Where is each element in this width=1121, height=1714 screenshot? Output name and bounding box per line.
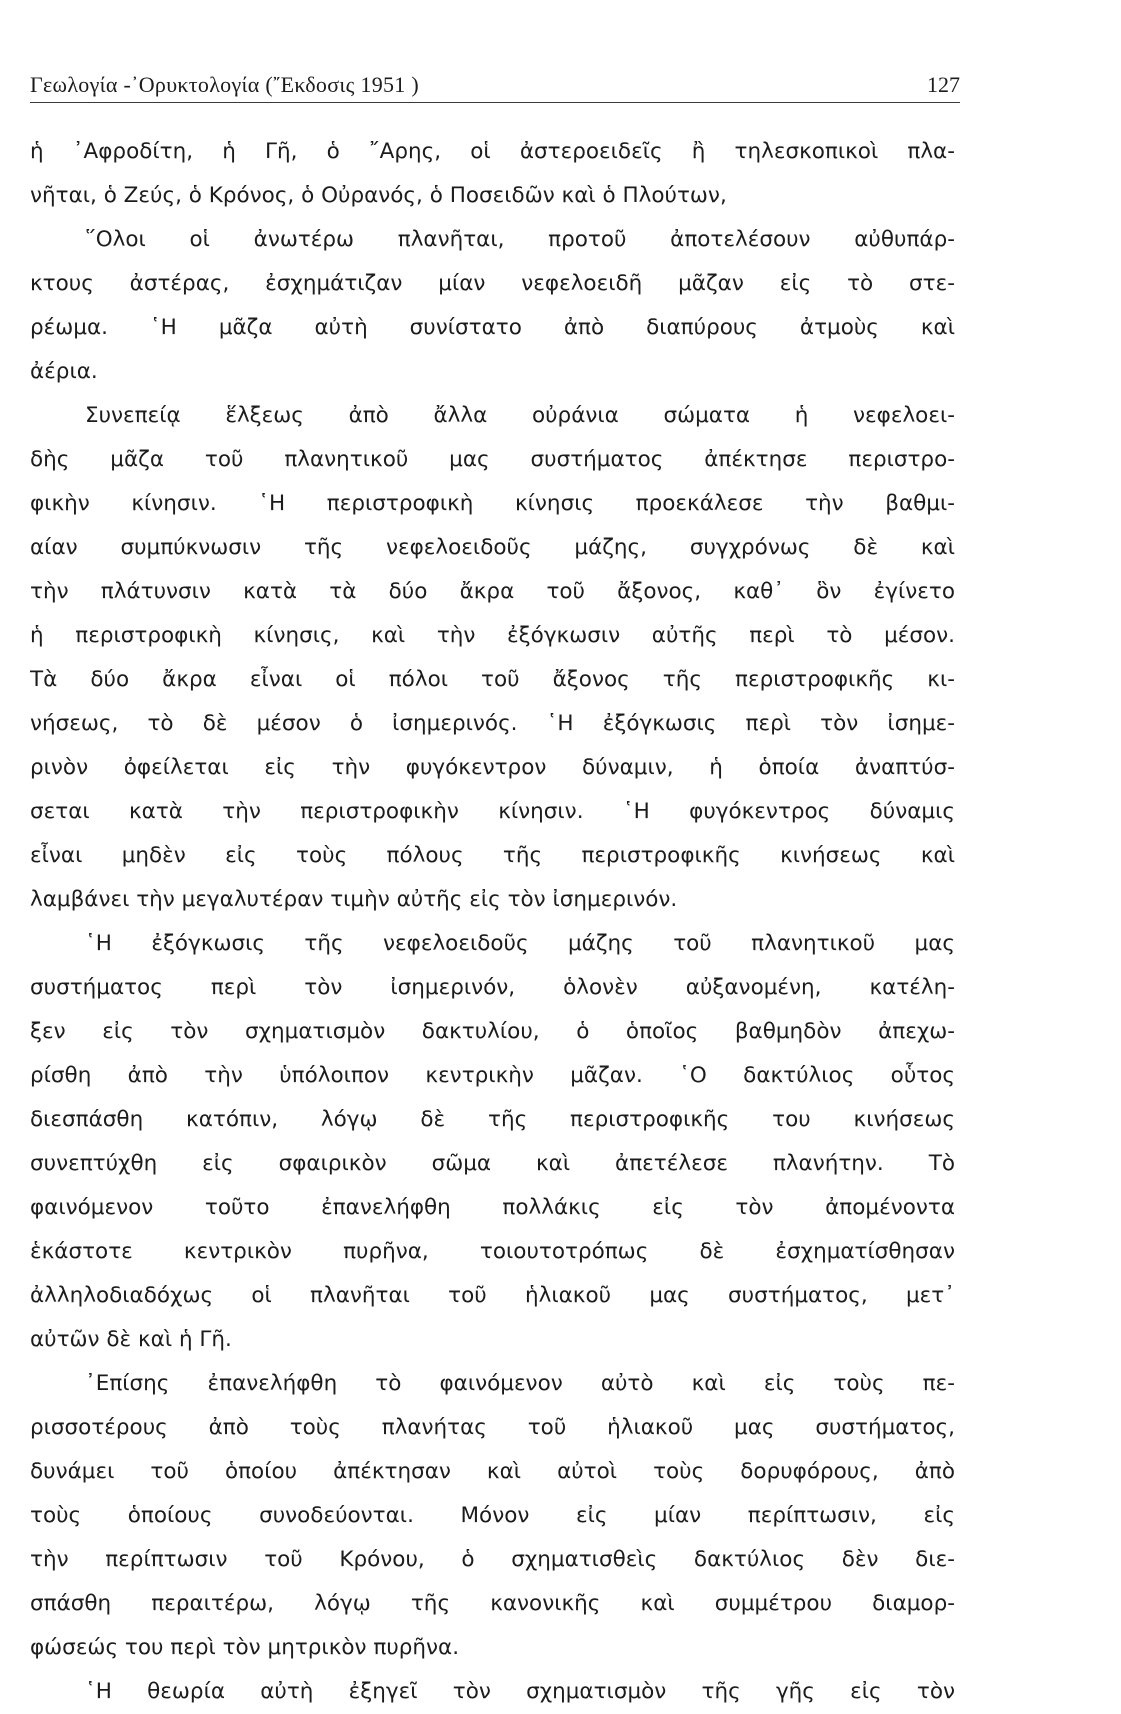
text-line: τοὺς ὁποίους συνοδεύονται. Μόνον εἰς μίαν περίπτωσιν, εἰς: [30, 1503, 955, 1528]
text-line: ρισσοτέρους ἀπὸ τοὺς πλανήτας τοῦ ἡλιακοῦ μας συστήματος,: [30, 1415, 955, 1440]
page-number: 127: [927, 72, 960, 97]
text-line: ξεν εἰς τὸν σχηματισμὸν δακτυλίου, ὁ ὁποῖος βαθμηδὸν ἀπεχω-: [30, 1019, 955, 1044]
text-line: ἡ ᾿Αφροδίτη, ἡ Γῆ, ὁ ῎Αρης, οἱ ἀστεροειδεῖς ἢ τηλεσκοπικοὶ πλα-: [30, 139, 955, 164]
text-line: ἀέρια.: [30, 359, 98, 384]
text-line: εἶναι μηδὲν εἰς τοὺς πόλους τῆς περιστροφικῆς κινήσεως καὶ: [30, 843, 955, 868]
text-line: δὴς μᾶζα τοῦ πλανητικοῦ μας συστήματος ἀπέκτησε περιστρο-: [30, 447, 955, 472]
text-line: συστήματος περὶ τὸν ἰσημερινόν, ὁλονὲν αὐξανομένη, κατέλη-: [30, 975, 955, 1000]
text-line: Τὰ δύο ἄκρα εἶναι οἱ πόλοι τοῦ ἄξονος τῆς περιστροφικῆς κι-: [30, 667, 955, 692]
text-line: ρινὸν ὀφείλεται εἰς τὴν φυγόκεντρον δύναμιν, ἡ ὁποία ἀναπτύσ-: [30, 755, 955, 780]
text-line: αίαν συμπύκνωσιν τῆς νεφελοειδοῦς μάζης, συγχρόνως δὲ καὶ: [30, 535, 955, 560]
text-line: ρίσθη ἀπὸ τὴν ὑπόλοιπον κεντρικὴν μᾶζαν. ῾Ο δακτύλιος οὗτος: [30, 1063, 955, 1088]
text-line: ἡ περιστροφικὴ κίνησις, καὶ τὴν ἐξόγκωσιν αὐτῆς περὶ τὸ μέσον.: [30, 623, 955, 648]
text-line: τὴν πλάτυνσιν κατὰ τὰ δύο ἄκρα τοῦ ἄξονος, καθ᾿ ὃν ἐγίνετο: [30, 579, 955, 604]
text-line: σεται κατὰ τὴν περιστροφικὴν κίνησιν. ῾Η φυγόκεντρος δύναμις: [30, 799, 955, 824]
text-line: σπάσθη περαιτέρω, λόγῳ τῆς κανονικῆς καὶ συμμέτρου διαμορ-: [30, 1591, 955, 1616]
text-line: Συνεπείᾳ ἕλξεως ἀπὸ ἄλλα οὐράνια σώματα ἡ νεφελοει-: [85, 403, 955, 428]
text-line: συνεπτύχθη εἰς σφαιρικὸν σῶμα καὶ ἀπετέλεσε πλανήτην. Τὸ: [30, 1151, 955, 1176]
text-line: φικὴν κίνησιν. ῾Η περιστροφικὴ κίνησις προεκάλεσε τὴν βαθμι-: [30, 491, 955, 516]
text-line: ἀλληλοδιαδόχως οἱ πλανῆται τοῦ ἡλιακοῦ μας συστήματος, μετ᾿: [30, 1283, 955, 1308]
text-line: νήσεως, τὸ δὲ μέσον ὁ ἰσημερινός. ῾Η ἐξόγκωσις περὶ τὸν ἰσημε-: [30, 711, 955, 736]
text-line: φώσεώς του περὶ τὸν μητρικὸν πυρῆνα.: [30, 1635, 460, 1660]
running-header: [30, 72, 960, 103]
text-line: λαμβάνει τὴν μεγαλυτέραν τιμὴν αὐτῆς εἰς τὸν ἰσημερινόν.: [30, 887, 678, 912]
text-line: ἑκάστοτε κεντρικὸν πυρῆνα, τοιουτοτρόπως δὲ ἐσχηματίσθησαν: [30, 1239, 955, 1264]
text-line: ῞Ολοι οἱ ἀνωτέρω πλανῆται, προτοῦ ἀποτελέσουν αὐθυπάρ-: [85, 227, 955, 252]
text-line: ῾Η θεωρία αὐτὴ ἐξηγεῖ τὸν σχηματισμὸν τῆς γῆς εἰς τὸν: [85, 1679, 955, 1704]
text-line: φαινόμενον τοῦτο ἐπανελήφθη πολλάκις εἰς τὸν ἀπομένοντα: [30, 1195, 955, 1220]
text-line: αὐτῶν δὲ καὶ ἡ Γῆ.: [30, 1327, 232, 1352]
running-title: Γεωλογία -᾿Ορυκτολογία (῎Εκδοσις 1951 ): [30, 72, 420, 97]
text-line: διεσπάσθη κατόπιν, λόγῳ δὲ τῆς περιστροφικῆς του κινήσεως: [30, 1107, 955, 1132]
text-line: ᾿Επίσης ἐπανελήφθη τὸ φαινόμενον αὐτὸ καὶ εἰς τοὺς πε-: [85, 1371, 955, 1396]
text-line: ρέωμα. ῾Η μᾶζα αὐτὴ συνίστατο ἀπὸ διαπύρους ἀτμοὺς καὶ: [30, 315, 955, 340]
text-line: νῆται, ὁ Ζεύς, ὁ Κρόνος, ὁ Οὐρανός, ὁ Ποσειδῶν καὶ ὁ Πλούτων,: [30, 183, 727, 208]
text-line: δυνάμει τοῦ ὁποίου ἀπέκτησαν καὶ αὐτοὶ τοὺς δορυφόρους, ἀπὸ: [30, 1459, 955, 1484]
text-line: τὴν περίπτωσιν τοῦ Κρόνου, ὁ σχηματισθεὶς δακτύλιος δὲν διε-: [30, 1547, 955, 1572]
body-text: [30, 130, 955, 1714]
text-line: ῾Η ἐξόγκωσις τῆς νεφελοειδοῦς μάζης τοῦ πλανητικοῦ μας: [85, 931, 955, 956]
text-line: κτους ἀστέρας, ἐσχημάτιζαν μίαν νεφελοειδῆ μᾶζαν εἰς τὸ στε-: [30, 271, 955, 296]
